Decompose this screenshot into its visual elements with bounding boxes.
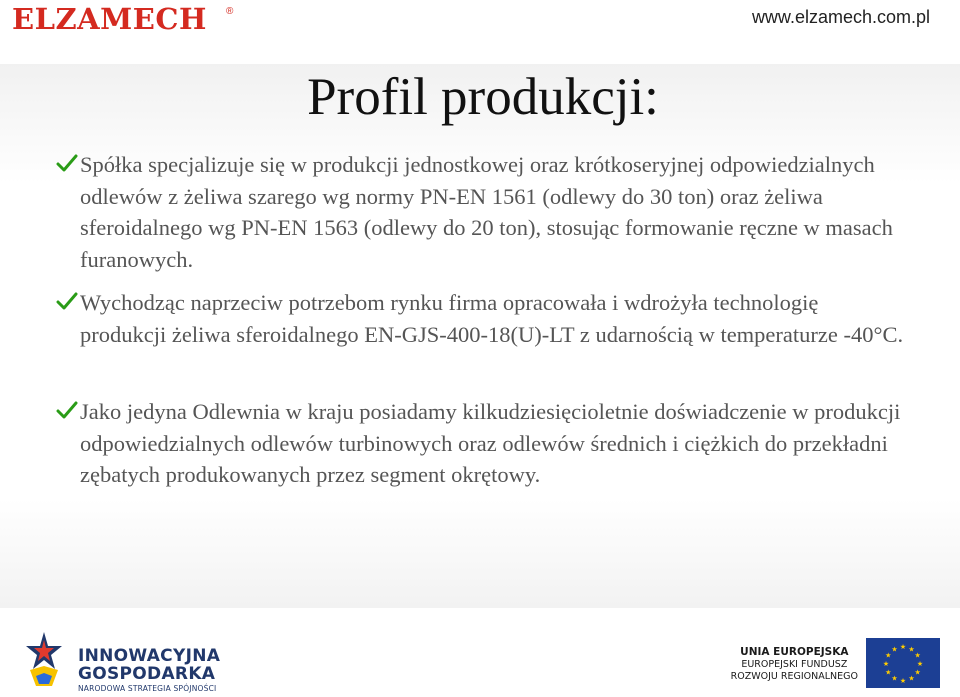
ig-logo-line1: INNOWACYJNA <box>78 646 221 666</box>
slide-title: Profil produkcji: <box>307 68 659 126</box>
svg-text:★: ★ <box>914 651 921 660</box>
bullet-text: Wychodząc naprzeciw potrzebom rynku firma opracowała i wdrożyła technologię produkcji żeliwa sferoidalnego EN-GJS-400-18(U)-LT z udarnością w temperaturze -40°C. <box>80 290 904 347</box>
svg-text:★: ★ <box>891 645 898 654</box>
bullet-text: Spółka specjalizuje się w produkcji jednostkowej oraz krótkoseryjnej odpowiedzialnych odlewów z żeliwa szarego wg normy PN-EN 1561 (odlewy do 30 ton) oraz żeliwa sferoidalnego wg PN-EN 1563 (odlewy do 20 ton), stosując formowanie ręczne w masach furanowych. <box>80 152 893 272</box>
footer-logos <box>0 608 960 697</box>
ig-logo-subtitle: NARODOWA STRATEGIA SPÓJNOŚCI <box>78 684 217 693</box>
check-icon <box>56 400 78 420</box>
ig-logo-line2: GOSPODARKA <box>78 664 216 684</box>
bullet-text: Jako jedyna Odlewnia w kraju posiadamy kilkudziesięcioletnie doświadczenie w produkcji odpowiedzialnych odlewów turbinowych oraz odlewów średnich i ciężkich do przekładni zębatych produkowanych przez segment okrętowy. <box>80 399 901 487</box>
bullet-item <box>56 287 906 350</box>
check-icon <box>56 291 78 311</box>
svg-text:★: ★ <box>882 660 890 668</box>
bullet-item <box>56 396 906 491</box>
eu-line2: EUROPEJSKI FUNDUSZ <box>741 658 848 670</box>
svg-text:★: ★ <box>908 674 915 683</box>
registered-mark: ® <box>226 6 234 17</box>
svg-text:★: ★ <box>885 668 892 677</box>
brand-logo: ELZAMECH <box>12 2 207 36</box>
svg-text:★: ★ <box>899 643 907 651</box>
svg-text:★: ★ <box>891 674 898 683</box>
svg-text:★: ★ <box>916 660 924 668</box>
svg-text:★: ★ <box>899 677 907 685</box>
svg-text:★: ★ <box>885 651 892 660</box>
header-bar <box>0 0 960 64</box>
website-url: www.elzamech.com.pl <box>751 7 930 27</box>
innowacyjna-gospodarka-logo-icon <box>22 630 66 688</box>
svg-text:★: ★ <box>914 668 921 677</box>
bullet-item <box>56 149 906 275</box>
eu-fund-label <box>731 646 858 684</box>
eu-flag-icon <box>866 638 940 688</box>
check-icon <box>56 153 78 173</box>
svg-text:★: ★ <box>908 645 915 654</box>
eu-line3: ROZWOJU REGIONALNEGO <box>730 671 858 682</box>
eu-line1: UNIA EUROPEJSKA <box>740 646 849 658</box>
